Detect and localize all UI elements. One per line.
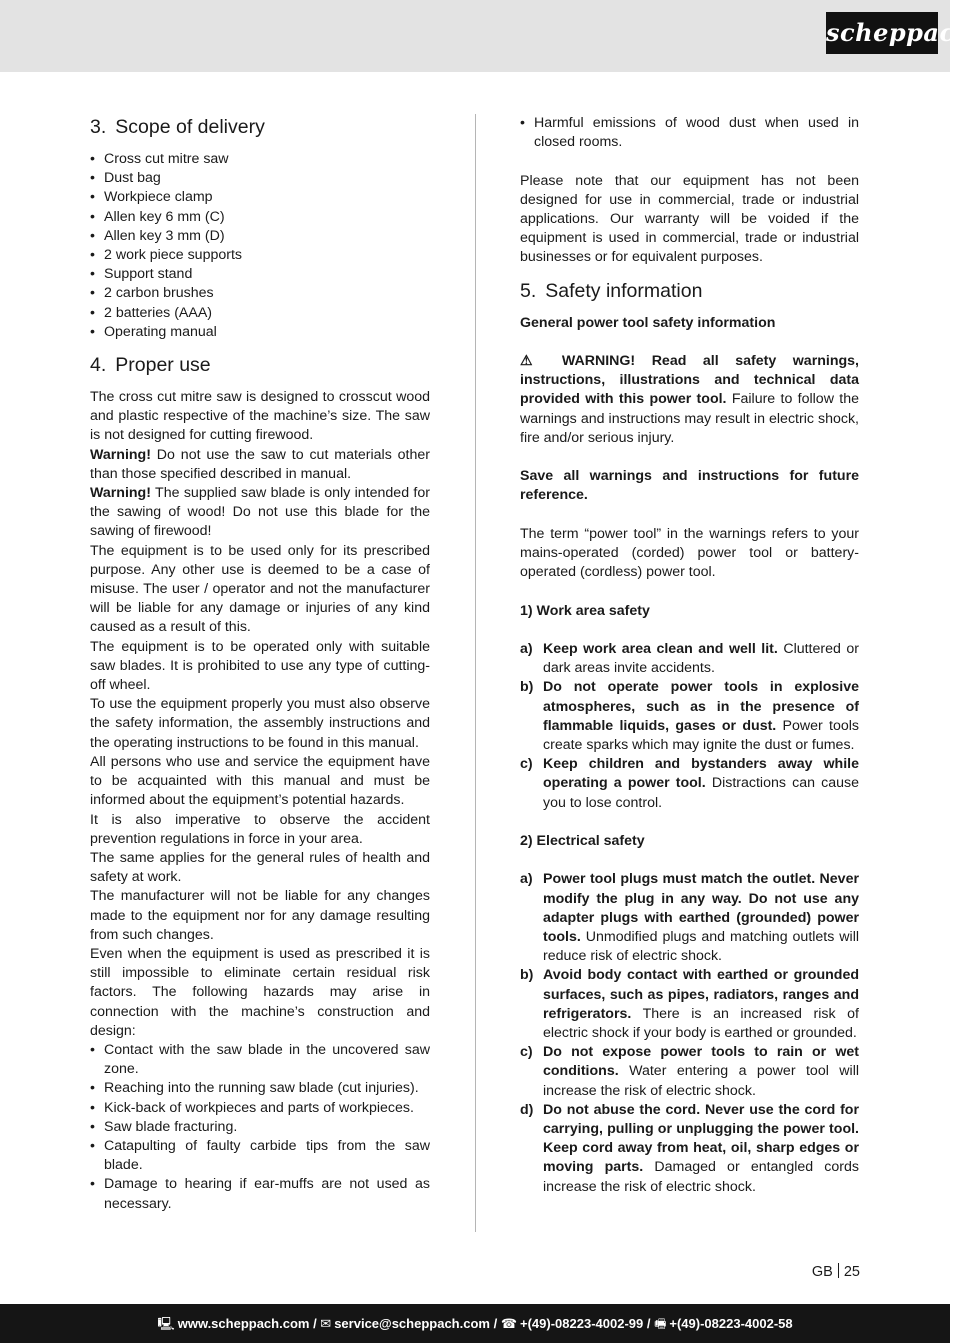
scope-list bbox=[90, 150, 430, 342]
subheading: 1) Work area safety bbox=[520, 602, 650, 619]
alpha-item: d) Do not abuse the cord. Never use the cord for carrying, pulling or unplugging the power tool. Keep cord away from heat, oil, sharp edges or moving parts. Damaged or entangled cords increase the risk of electric shock. bbox=[520, 1101, 859, 1195]
section-heading-proper-use: 4. Proper use bbox=[90, 354, 211, 377]
hazard-list-continued bbox=[520, 114, 859, 152]
fax-number: +(49)-08223-4002-58 bbox=[669, 1316, 793, 1331]
list-item: • Kick-back of workpieces and parts of workpieces. bbox=[90, 1099, 430, 1118]
list-item: • Support stand bbox=[90, 265, 430, 284]
paragraph: The same applies for the general rules of health and safety at work. bbox=[90, 849, 430, 886]
paragraph: The term “power tool” in the warnings refers to your mains-operated (corded) power tool or battery-operated (cordless) power tool. bbox=[520, 525, 859, 581]
paragraph: The manufacturer will not be liable for any changes made to the equipment nor for any damage resulting from such changes. bbox=[90, 888, 430, 943]
fax-icon: 🖷 bbox=[654, 1316, 667, 1331]
warning-paragraph: ⚠ WARNING! Read all safety warnings, instructions, illustrations and technical data provided with this power tool. Failure to follow the warnings and instructions may result in electric shock, fire and/or serious injury. bbox=[520, 353, 859, 446]
hazard-list bbox=[90, 1041, 430, 1214]
list-item: • Allen key 6 mm (C) bbox=[90, 208, 430, 227]
right-column bbox=[520, 114, 859, 1197]
paragraph: The equipment is to be operated only with suitable saw blades. It is prohibited to use any type of cutting-off wheel. bbox=[90, 638, 430, 694]
list-item: • Operating manual bbox=[90, 323, 430, 342]
phone-icon: ☎ bbox=[500, 1316, 518, 1331]
email-link[interactable]: service@scheppach.com bbox=[334, 1316, 490, 1331]
alpha-item: b) Avoid body contact with earthed or grounded surfaces, such as pipes, radiators, ranges and refrigerators. There is an increased risk of electric shock if your body is earthed or grounded. bbox=[520, 967, 859, 1042]
left-column bbox=[90, 114, 430, 1214]
alpha-item: a) Keep work area clean and well lit. Cluttered or dark areas invite accidents. bbox=[520, 640, 859, 677]
list-item: • Harmful emissions of wood dust when used in closed rooms. bbox=[520, 114, 859, 152]
section-heading-scope: 3. Scope of delivery bbox=[90, 116, 265, 138]
section-heading-safety: 5. Safety information bbox=[520, 279, 703, 302]
list-item: • Cross cut mitre saw bbox=[90, 150, 430, 169]
list-item: • Workpiece clamp bbox=[90, 188, 430, 207]
alpha-item: a) Power tool plugs must match the outlet. Never modify the plug in any way. Do not use any adapter plugs with earthed (grounded) power tools. Unmodified plugs and matching outlets will reduce risk of electric shock. bbox=[520, 871, 859, 965]
warning-paragraph: Warning! The supplied saw blade is only intended for the sawing of wood! Do not use this blade for the sawing of firewood! bbox=[90, 485, 430, 540]
warning-paragraph: Warning! Do not use the saw to cut materials other than those specified described in manual. bbox=[90, 446, 430, 482]
page-number: GB 25 bbox=[811, 1264, 860, 1280]
list-item: • 2 carbon brushes bbox=[90, 284, 430, 303]
warning-triangle-icon: ⚠ bbox=[520, 353, 546, 369]
page-footer: 🖳 www.scheppach.com / ✉ service@scheppach.com / ☎ +(49)-08223-4002-99 / 🖷 +(49)-08223-4002-58 bbox=[0, 1304, 950, 1343]
list-item: • Catapulting of faulty carbide tips from the saw blade. bbox=[90, 1137, 430, 1175]
subheading: General power tool safety information bbox=[520, 314, 776, 331]
website-link[interactable]: www.scheppach.com bbox=[177, 1316, 310, 1331]
paragraph: To use the equipment properly you must also observe the safety information, the assembly instructions and the operating instructions to be found in this manual. bbox=[90, 696, 430, 751]
mail-icon: ✉ bbox=[320, 1316, 332, 1331]
paragraph: All persons who use and service the equipment have to be acquainted with this manual and must be informed about the equipment’s potential hazards. bbox=[90, 753, 430, 809]
list-item: • Dust bag bbox=[90, 169, 430, 188]
subheading: 2) Electrical safety bbox=[520, 833, 645, 849]
list-item: • Reaching into the running saw blade (cut injuries). bbox=[90, 1079, 430, 1098]
paragraph: The cross cut mitre saw is designed to crosscut wood and plastic respective of the machine’s size. The saw is not designed for cutting firewood. bbox=[90, 389, 430, 444]
list-item: • Allen key 3 mm (D) bbox=[90, 227, 430, 246]
paragraph: It is also imperative to observe the accident prevention regulations in force in your area. bbox=[90, 811, 430, 847]
save-instructions: Save all warnings and instructions for future reference. bbox=[520, 468, 859, 504]
phone-number: +(49)-08223-4002-99 bbox=[520, 1316, 644, 1331]
alpha-item: c) Keep children and bystanders away while operating a power tool. Distractions can cause you to lose control. bbox=[520, 756, 859, 811]
alpha-item: b) Do not operate power tools in explosive atmospheres, such as in the presence of flammable liquids, gases or dust. Power tools create sparks which may ignite the dust or fumes. bbox=[520, 679, 859, 753]
list-item: • 2 work piece supports bbox=[90, 246, 430, 265]
list-item: • 2 batteries (AAA) bbox=[90, 304, 430, 323]
brand-logo: scheppach bbox=[826, 12, 938, 54]
computer-icon: 🖳 bbox=[157, 1316, 175, 1331]
column-divider bbox=[475, 114, 476, 1232]
list-item: • Damage to hearing if ear-muffs are not used as necessary. bbox=[90, 1175, 430, 1213]
paragraph: The equipment is to be used only for its prescribed purpose. Any other use is deemed to be a case of misuse. The user / operator and not the manufacturer will be liable for any damage or injuries of any kind caused as a result of this. bbox=[90, 542, 430, 636]
list-item: • Saw blade fracturing. bbox=[90, 1118, 430, 1137]
page-header bbox=[0, 0, 973, 72]
alpha-item: c) Do not expose power tools to rain or wet conditions. Water entering a power tool will increase the risk of electric shock. bbox=[520, 1044, 859, 1099]
paragraph: Please note that our equipment has not been designed for use in commercial, trade or industrial applications. Our warranty will be voided if the equipment is used in commercial, trade or industrial businesses or for equivalent purposes. bbox=[520, 172, 859, 266]
list-item: • Contact with the saw blade in the uncovered saw zone. bbox=[90, 1041, 430, 1079]
paragraph: Even when the equipment is used as prescribed it is still impossible to eliminate certain residual risk factors. The following hazards may arise in connection with the machine’s construction and design: bbox=[90, 945, 430, 1039]
